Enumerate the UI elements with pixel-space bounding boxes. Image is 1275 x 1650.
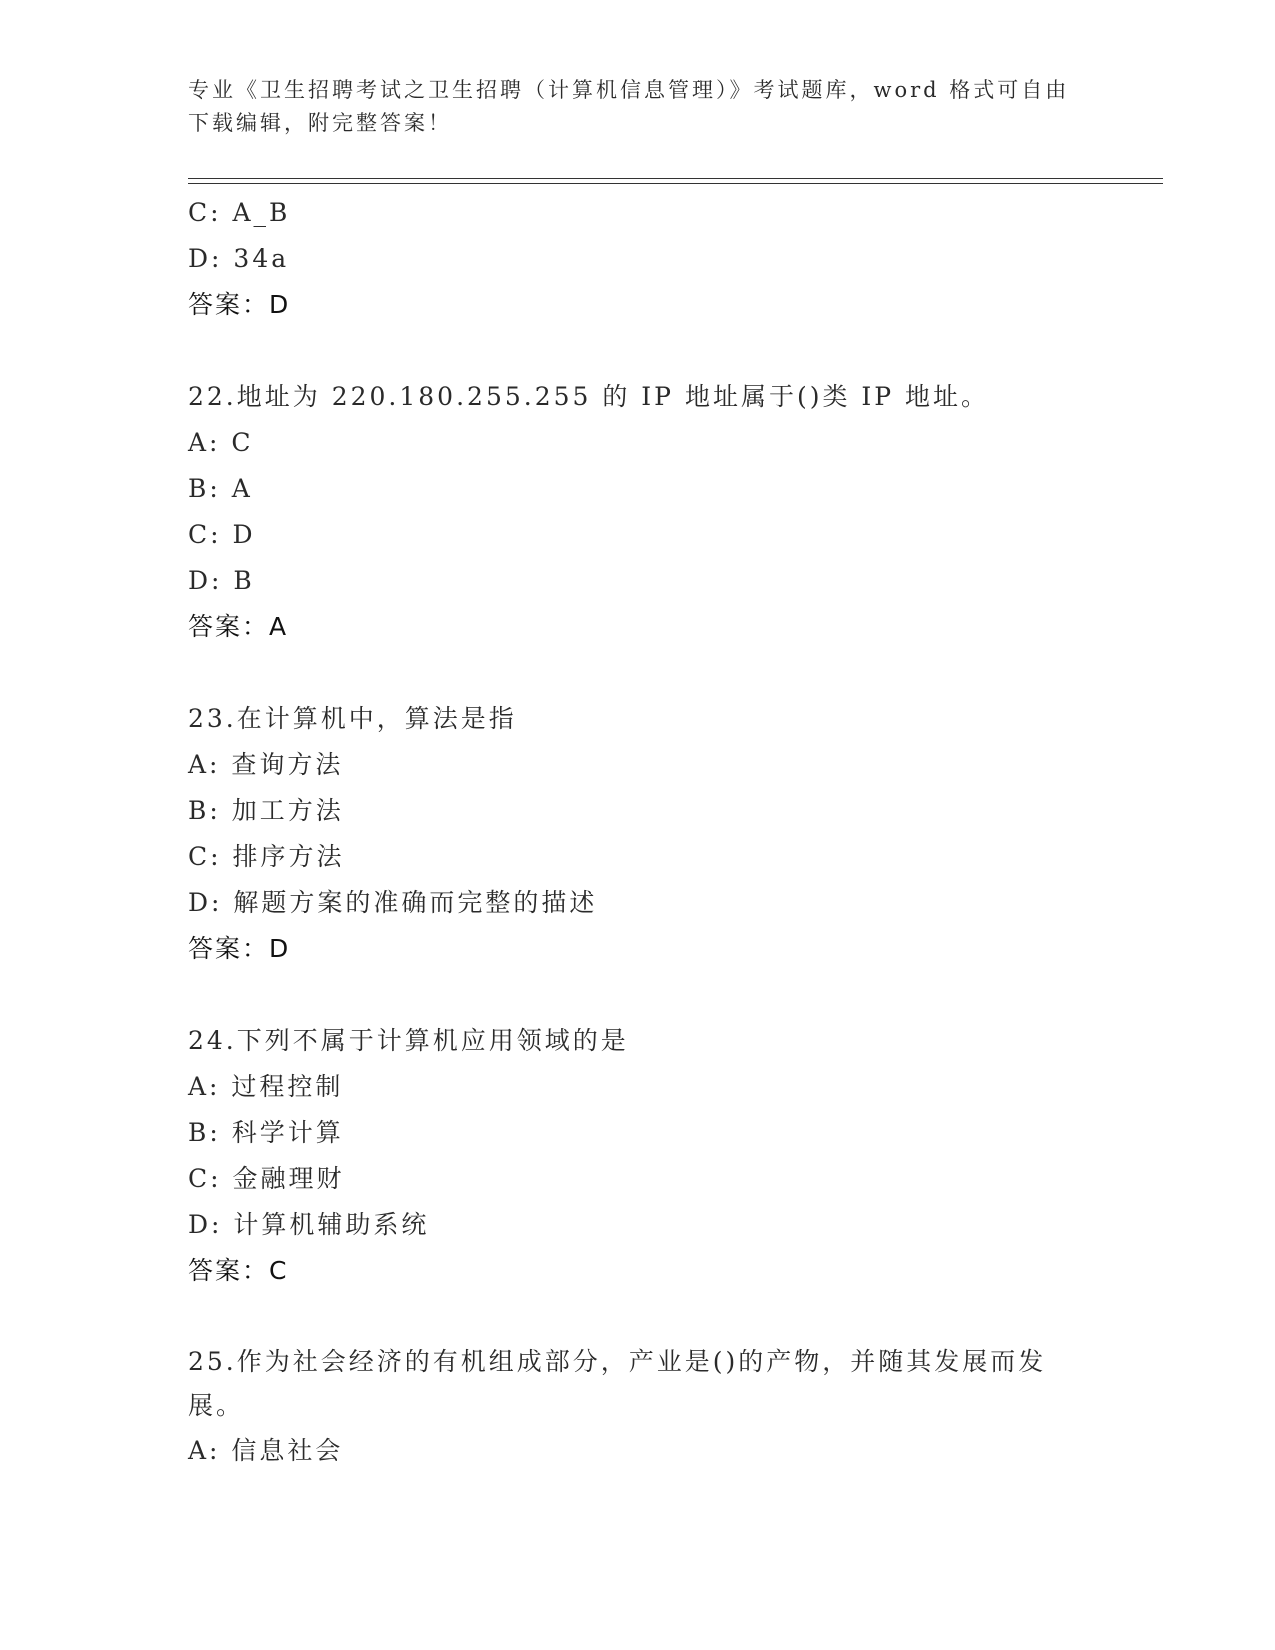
option-c: C: A_B <box>188 198 291 227</box>
option-a: A: 查询方法 <box>188 750 344 779</box>
option-a: A: 信息社会 <box>188 1436 344 1465</box>
option-b: B: 科学计算 <box>188 1118 344 1147</box>
question-stem: 22.地址为 220.180.255.255 的 IP 地址属于()类 IP 地址。 <box>188 382 990 411</box>
header-rule-top <box>188 178 1163 179</box>
header-rule-bottom <box>188 183 1163 184</box>
answer-line: 答案：A <box>188 612 289 641</box>
option-c: C: D <box>188 520 256 549</box>
spacer <box>188 1294 1088 1340</box>
question-stem: 23.在计算机中，算法是指 <box>188 704 517 733</box>
option-b: B: A <box>188 474 253 503</box>
option-a: A: C <box>188 428 254 457</box>
spacer <box>188 972 1088 1018</box>
question-stem: 24.下列不属于计算机应用领域的是 <box>188 1026 629 1055</box>
spacer <box>188 650 1088 696</box>
option-d: D: B <box>188 566 255 595</box>
option-d: D: 解题方案的准确而完整的描述 <box>188 888 598 917</box>
document-header: 专业《卫生招聘考试之卫生招聘（计算机信息管理）》考试题库，word 格式可自由下载编辑，附完整答案！ <box>188 78 1070 135</box>
option-d: D: 34a <box>188 244 290 273</box>
option-b: B: 加工方法 <box>188 796 344 825</box>
answer-line: 答案：D <box>188 934 291 963</box>
spacer <box>188 328 1088 374</box>
question-stem: 25.作为社会经济的有机组成部分，产业是()的产物，并随其发展而发展。 <box>188 1347 1047 1420</box>
option-c: C: 金融理财 <box>188 1164 345 1193</box>
option-d: D: 计算机辅助系统 <box>188 1210 430 1239</box>
option-a: A: 过程控制 <box>188 1072 344 1101</box>
answer-line: 答案：D <box>188 290 291 319</box>
question-list <box>188 190 1088 1474</box>
answer-line: 答案：C <box>188 1256 289 1285</box>
option-c: C: 排序方法 <box>188 842 345 871</box>
